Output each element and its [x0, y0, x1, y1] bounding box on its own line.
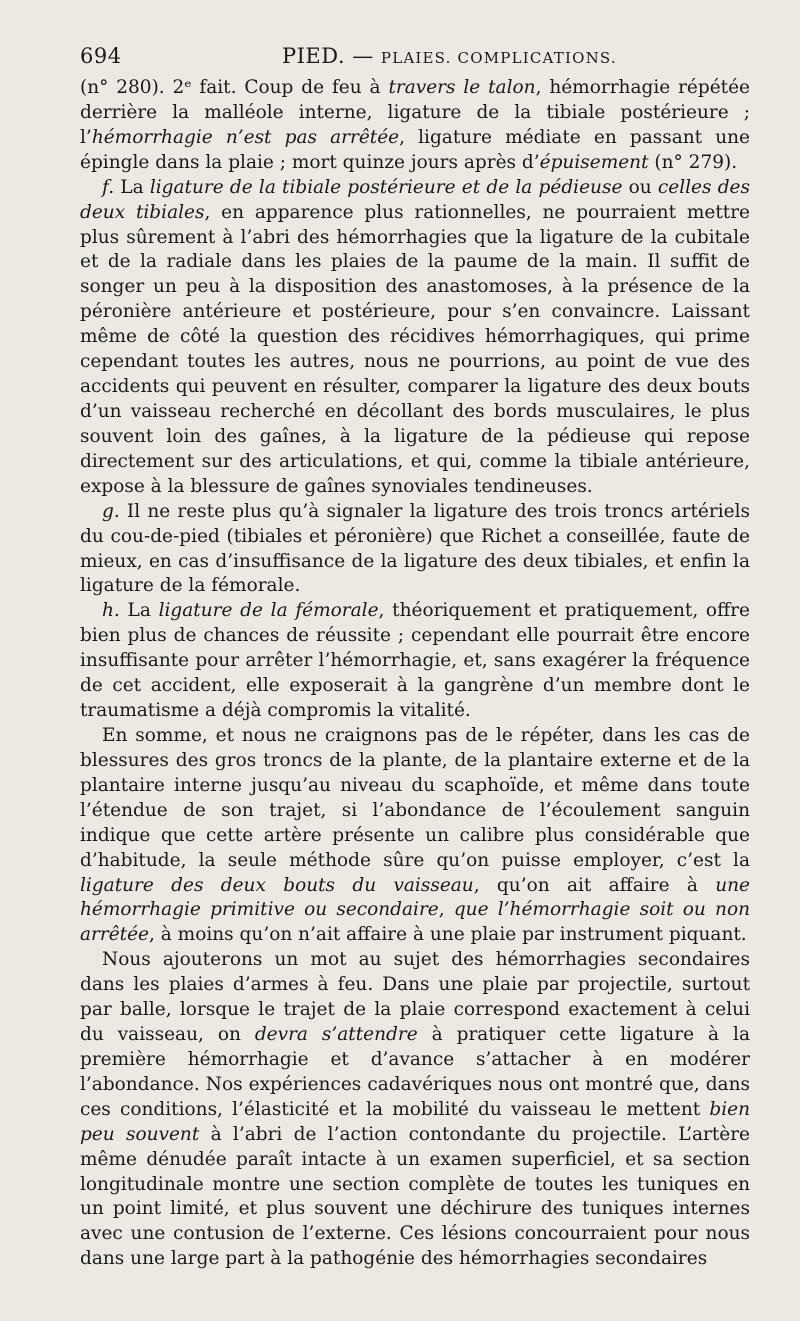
- text-run: En somme, et nous ne craignons pas de le répéter, dans les cas de blessures des gros troncs de la plante, de la plantaire externe et de la plantaire interne jusqu’au niveau du scaphoïde, et même dans toute l’étendue de son trajet, si l’abondance de l’écoulement sanguin indique que cette artère présente un calibre plus considérable que d’habitude, la seule méthode sûre qu’on puisse employer, c’est la: [80, 724, 750, 871]
- paragraph: [80, 724, 750, 948]
- text-run: La: [120, 176, 150, 198]
- italic-text: celles des deux tibiales: [80, 176, 750, 223]
- body-text: [80, 76, 750, 1272]
- paragraph: [80, 500, 750, 600]
- paragraph: [80, 599, 750, 724]
- italic-text: f.: [102, 176, 121, 198]
- italic-text: épuisement: [539, 151, 649, 173]
- text-run: , ligature médiate en passant une épingle dans la plaie ; mort quinze jours après d’: [80, 126, 751, 173]
- italic-text: que l’hémorrhagie soit ou non arrêtée: [80, 899, 750, 946]
- text-run: , hémorrhagie répétée derrière la malléole interne, ligature de la tibiale postérieure ; l’: [80, 77, 750, 148]
- paragraph: [80, 948, 750, 1272]
- text-run: à l’abri de l’action contondante du projectile. L’artère même dénudée paraît intacte à un examen superficiel, et sa section longitudinale montre une section complète de toutes les tuniques en un point limité, et plus souvent une déchirure des tuniques internes avec une contusion de l’externe. Ces lésions concourraient pour nous dans une large part à la pathogénie des hémorrhagies secondaires: [80, 1123, 750, 1270]
- running-head-dash: —: [352, 44, 374, 68]
- running-head: [282, 44, 617, 68]
- italic-text: bien peu souvent: [80, 1098, 750, 1145]
- text-run: (n° 279).: [648, 151, 738, 173]
- page-number: 694: [80, 44, 122, 68]
- text-run: , en apparence plus rationnelles, ne pourraient mettre plus sûrement à l’abri des hémorrhagies que la ligature de la cubitale et de la radiale dans les plaies de la paume de la main. Il suffit de songer un peu à la disposition des anastomoses, à la présence de la péronière antérieure et postérieure, pour s’en convaincre. Laissant même de côté la question des récidives hémorrhagiques, qui prime cependant toutes les autres, nous ne pourrions, au point de vue des accidents qui peuvent en résulter, comparer la ligature des deux bouts d’un vaisseau recherché en décollant des bords musculaires, le plus souvent loin des gaînes, à la ligature de la pédieuse qui repose directement sur des articulations, et qui, comme la tibiale antérieure, expose à la blessure de gaînes synoviales tendineuses.: [80, 201, 750, 497]
- italic-text: devra s’attendre: [254, 1024, 418, 1046]
- italic-text: g.: [102, 500, 127, 522]
- paragraph: [80, 176, 750, 500]
- text-run: , théoriquement et pratiquement, offre bien plus de chances de réussite ; cependant elle pourrait être encore insuffisante pour arrêter l’hémorrhagie, et, sans exagérer la fréquence de cet accident, elle exposerait à la gangrène d’un membre dont le traumatisme a déjà compromis la vitalité.: [80, 600, 751, 722]
- italic-text: une hémorrhagie primitive ou secondaire: [80, 874, 750, 921]
- italic-text: h.: [102, 600, 128, 622]
- text-run: La: [127, 600, 159, 622]
- text-run: , à moins qu’on n’ait affaire à une plaie par instrument piquant.: [149, 924, 747, 946]
- page-header: [80, 44, 750, 74]
- italic-text: ligature de la tibiale postérieure et de la pédieuse: [149, 176, 623, 198]
- running-head-main: PIED.: [282, 44, 346, 68]
- italic-text: travers le talon: [388, 77, 536, 98]
- text-run: à pratiquer cette ligature à la première hémorrhagie et d’avance s’attacher à en modérer l’abondance. Nos expériences cadavériques nous ont montré que, dans ces conditions, l’élasticité et la mobilité du vaisseau le mettent: [80, 1024, 750, 1120]
- text-run: ou: [622, 176, 658, 198]
- text-run: Nous ajouterons un mot au sujet des hémorrhagies secondaires dans les plaies d’armes à feu. Dans une plaie par projectile, surtout par balle, lorsque le trajet de la plaie correspond exactement à celui du vaisseau, on: [80, 949, 750, 1046]
- text-run: , qu’on ait affaire à: [473, 874, 716, 896]
- paragraph: [80, 76, 750, 176]
- running-head-sub: PLAIES. COMPLICATIONS.: [380, 49, 617, 67]
- italic-text: hémorrhagie n’est pas arrêtée: [91, 126, 400, 148]
- italic-text: ligature des deux bouts du vaisseau: [80, 874, 474, 896]
- text-run: ,: [438, 899, 454, 921]
- text-run: (n° 280). 2ᵉ fait. Coup de feu à: [80, 77, 389, 98]
- italic-text: ligature de la fémorale: [158, 600, 379, 622]
- text-run: Il ne reste plus qu’à signaler la ligature des trois troncs artériels du cou-de-pied (tibiales et péronière) que Richet a conseillée, faute de mieux, en cas d’insuffisance de la ligature des deux tibiales, et enfin la ligature de la fémorale.: [80, 500, 750, 597]
